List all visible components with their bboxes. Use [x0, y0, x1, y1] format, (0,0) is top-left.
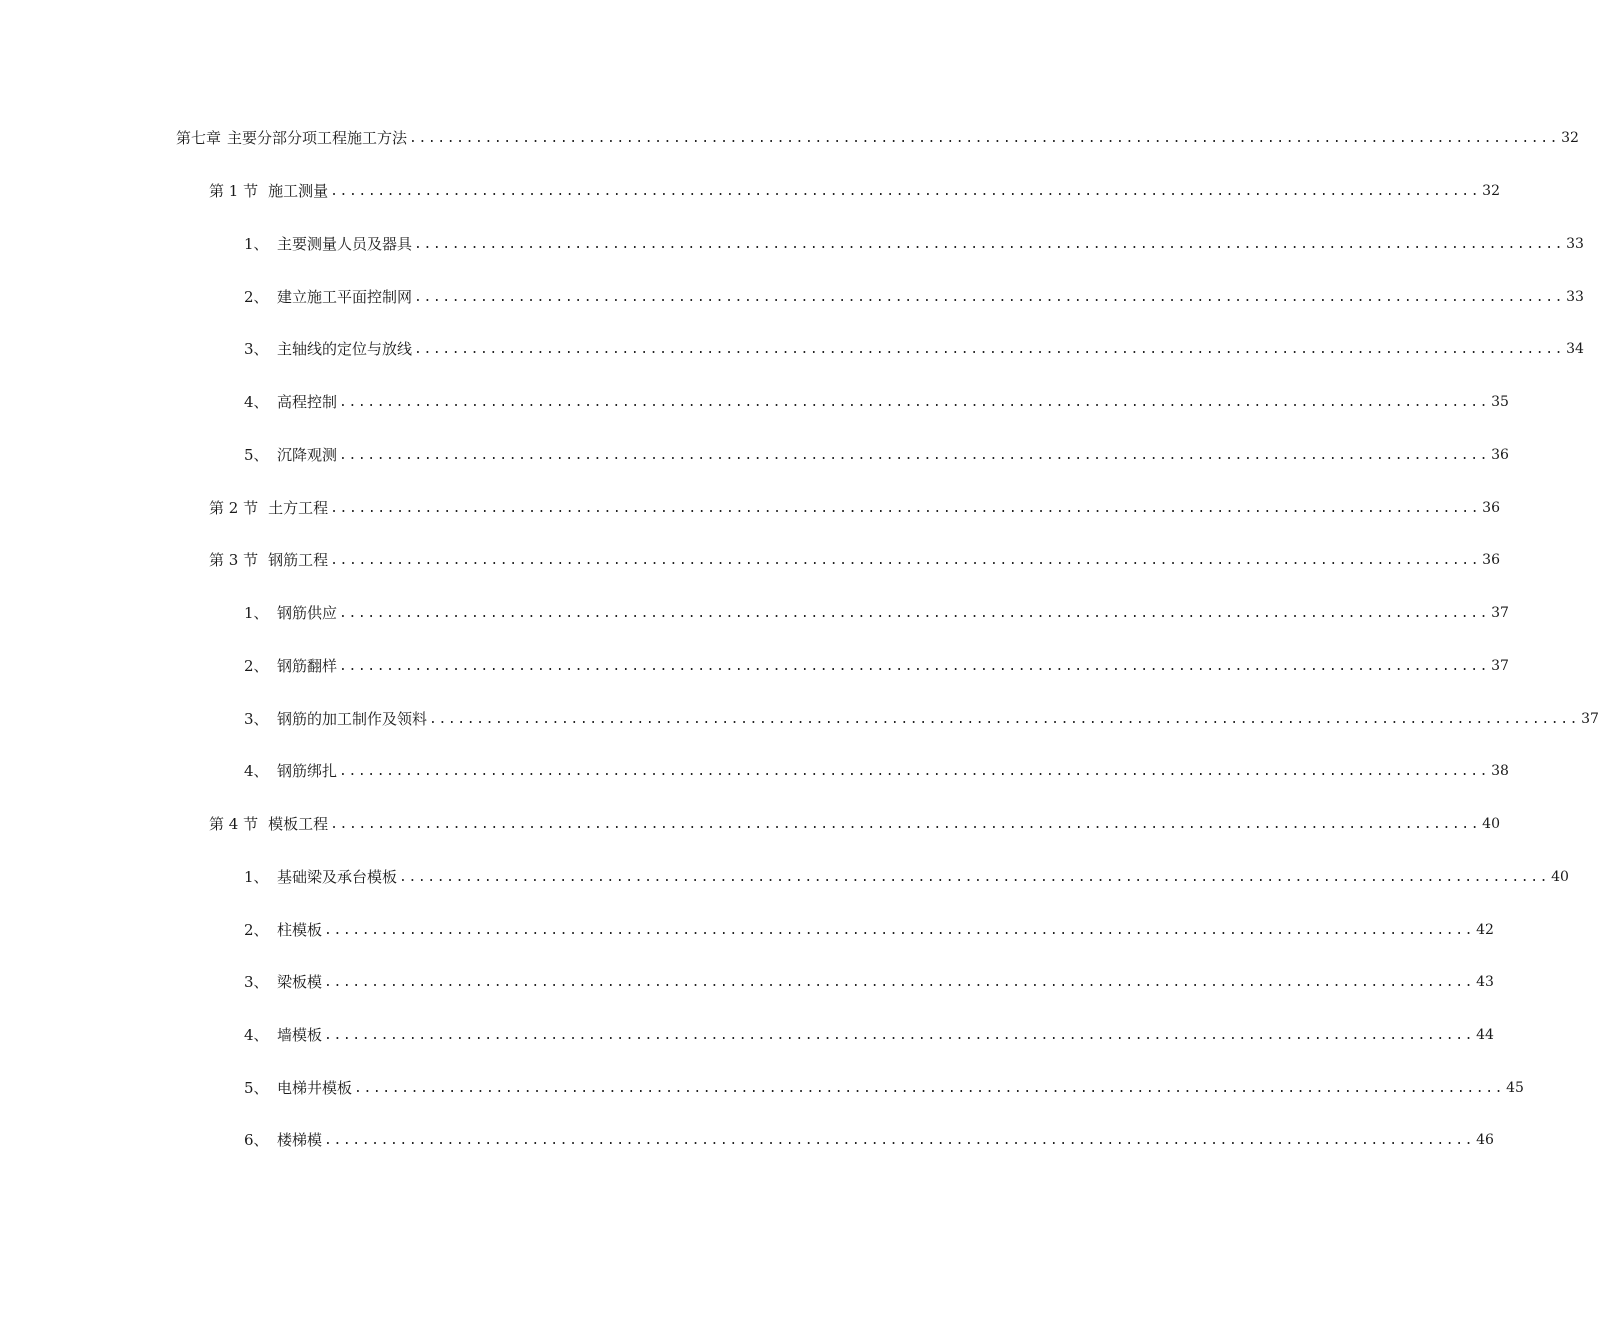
- toc-entry-page: 44: [1476, 1027, 1494, 1043]
- toc-entry-page: 37: [1581, 711, 1599, 727]
- toc-entry-number: 2、: [244, 288, 269, 306]
- dot-leader: ..........................................................................................................................: [324, 1133, 1475, 1148]
- dot-leader: ..........................................................................................................................: [330, 501, 1481, 516]
- toc-entry-number: 第 4 节: [209, 815, 259, 833]
- toc-entry-page: 38: [1491, 763, 1509, 779]
- toc-entry-page: 33: [1566, 236, 1584, 252]
- toc-entry-title: 钢筋工程: [268, 551, 329, 569]
- toc-entry-number: 2、: [244, 657, 269, 675]
- toc-entry-number: 第 1 节: [209, 182, 259, 200]
- toc-entry-number: 1、: [244, 604, 269, 622]
- toc-entry-title: 土方工程: [268, 499, 329, 517]
- toc-entry[interactable]: [244, 865, 1569, 889]
- toc-entry-number: 第 3 节: [209, 551, 259, 569]
- dot-leader: ..........................................................................................................................: [324, 1028, 1475, 1043]
- toc-entry-number: 3、: [244, 340, 269, 358]
- toc-entry-number: 2、: [244, 921, 269, 939]
- toc-entry-title: 模板工程: [268, 815, 329, 833]
- toc-entry-title: 楼梯模: [277, 1131, 323, 1149]
- toc-entry-title: 基础梁及承台模板: [277, 868, 398, 886]
- toc-entry-page: 33: [1566, 289, 1584, 305]
- toc-entry[interactable]: [244, 918, 1494, 942]
- toc-entry-page: 46: [1476, 1132, 1494, 1148]
- toc-entry[interactable]: [244, 443, 1509, 467]
- toc-entry-title: 钢筋绑扎: [277, 762, 338, 780]
- toc-entry-title: 主轴线的定位与放线: [277, 340, 413, 358]
- toc-entry-title: 主要分部分项工程施工方法: [227, 129, 408, 147]
- toc-entry-number: 1、: [244, 235, 269, 253]
- toc-entry[interactable]: [244, 232, 1584, 256]
- toc-entry[interactable]: [244, 707, 1599, 731]
- dot-leader: ..........................................................................................................................: [339, 659, 1490, 674]
- toc-entry[interactable]: [244, 1023, 1494, 1047]
- toc-entry[interactable]: [244, 759, 1509, 783]
- toc-entry-page: 43: [1476, 974, 1494, 990]
- toc-entry[interactable]: [244, 285, 1584, 309]
- dot-leader: ..........................................................................................................................: [339, 606, 1490, 621]
- toc-entry[interactable]: [244, 601, 1509, 625]
- toc-entry-page: 32: [1482, 183, 1500, 199]
- toc-entry-number: 5、: [244, 1079, 269, 1097]
- toc-entry-title: 梁板模: [277, 973, 323, 991]
- toc-entry[interactable]: [244, 654, 1509, 678]
- toc-entry-number: 4、: [244, 1026, 269, 1044]
- toc-entry-page: 37: [1491, 658, 1509, 674]
- toc-entry-number: 第 2 节: [209, 499, 259, 517]
- toc-entry-page: 40: [1482, 816, 1500, 832]
- toc-entry-title: 电梯井模板: [277, 1079, 353, 1097]
- toc-entry-page: 37: [1491, 605, 1509, 621]
- toc-entry-page: 36: [1482, 500, 1500, 516]
- dot-leader: ..........................................................................................................................: [414, 342, 1565, 357]
- toc-entry-number: 第七章: [176, 129, 222, 147]
- toc-entry-page: 36: [1491, 447, 1509, 463]
- toc-entry-title: 钢筋翻样: [277, 657, 338, 675]
- dot-leader: ..........................................................................................................................: [330, 184, 1481, 199]
- toc-entry-page: 45: [1506, 1080, 1524, 1096]
- toc-entry-title: 钢筋供应: [277, 604, 338, 622]
- toc-entry-title: 柱模板: [277, 921, 323, 939]
- dot-leader: ..........................................................................................................................: [330, 817, 1481, 832]
- toc-entry-title: 施工测量: [268, 182, 329, 200]
- toc-entry[interactable]: [209, 812, 1500, 836]
- toc-entry[interactable]: [209, 496, 1500, 520]
- toc-entry[interactable]: [244, 390, 1509, 414]
- toc-entry[interactable]: [244, 1128, 1494, 1152]
- dot-leader: ..........................................................................................................................: [339, 448, 1490, 463]
- toc-entry-title: 墙模板: [277, 1026, 323, 1044]
- toc-entry-number: 4、: [244, 393, 269, 411]
- dot-leader: ..........................................................................................................................: [409, 131, 1560, 146]
- dot-leader: ..........................................................................................................................: [339, 764, 1490, 779]
- dot-leader: ..........................................................................................................................: [330, 553, 1481, 568]
- toc-entry-page: 34: [1566, 341, 1584, 357]
- toc-entry-title: 主要测量人员及器具: [277, 235, 413, 253]
- dot-leader: ..........................................................................................................................: [324, 975, 1475, 990]
- toc-entry[interactable]: [176, 126, 1579, 150]
- toc-entry-number: 4、: [244, 762, 269, 780]
- toc-entry-number: 6、: [244, 1131, 269, 1149]
- toc-entry[interactable]: [209, 548, 1500, 572]
- toc-entry-number: 1、: [244, 868, 269, 886]
- toc-entry-title: 沉降观测: [277, 446, 338, 464]
- toc-entry[interactable]: [209, 179, 1500, 203]
- dot-leader: ..........................................................................................................................: [399, 870, 1550, 885]
- toc-entry-title: 钢筋的加工制作及领料: [277, 710, 428, 728]
- toc-entry-page: 42: [1476, 922, 1494, 938]
- toc-entry-number: 3、: [244, 973, 269, 991]
- dot-leader: ..........................................................................................................................: [414, 290, 1565, 305]
- toc-entry-title: 建立施工平面控制网: [277, 288, 413, 306]
- dot-leader: ..........................................................................................................................: [339, 395, 1490, 410]
- toc-entry-number: 3、: [244, 710, 269, 728]
- toc-entry-number: 5、: [244, 446, 269, 464]
- toc-entry-title: 高程控制: [277, 393, 338, 411]
- dot-leader: ..........................................................................................................................: [429, 712, 1580, 727]
- toc-entry-page: 35: [1491, 394, 1509, 410]
- toc-entry-page: 40: [1551, 869, 1569, 885]
- dot-leader: ..........................................................................................................................: [354, 1081, 1505, 1096]
- toc-entry[interactable]: [244, 337, 1584, 361]
- toc-entry-page: 36: [1482, 552, 1500, 568]
- toc-entry[interactable]: [244, 1076, 1524, 1100]
- toc-entry[interactable]: [244, 970, 1494, 994]
- toc-entry-page: 32: [1561, 130, 1579, 146]
- dot-leader: ..........................................................................................................................: [414, 237, 1565, 252]
- dot-leader: ..........................................................................................................................: [324, 923, 1475, 938]
